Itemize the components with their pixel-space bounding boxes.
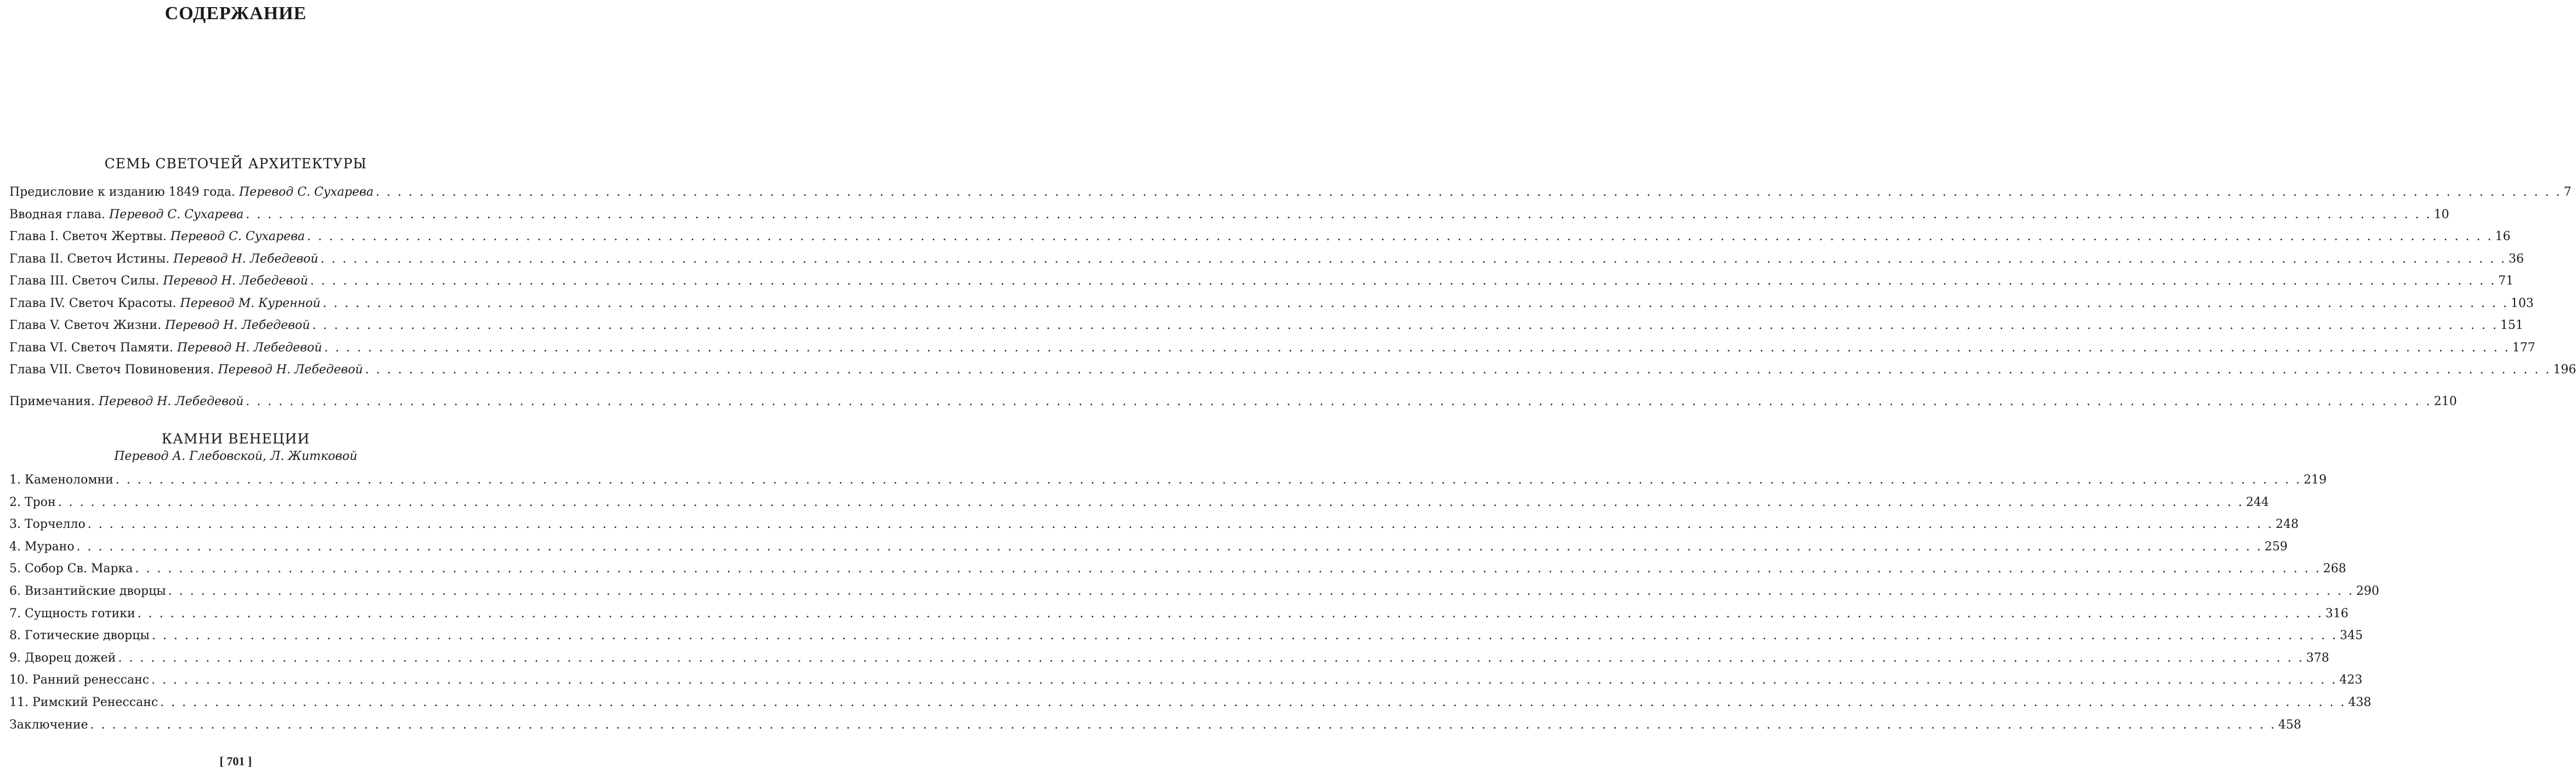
toc-entry[interactable] [9,185,2572,203]
entry-title: Глава V. Светоч Жизни. Перевод Н. Лебедевой [9,318,310,332]
dot-leader: . . . . . . . . . . . . . . . . . . . . . . . . . . . . . . . . . . . . . . . . . . . . . . . . . . . . . . . . . . . . . . . . . . . . . . . . . . . . . . . . . . . . . . . . . . . . . . . . . . . . . . . . . . . . . . . . . . . . . . . . . . . . . . . . . . . . . . . . . . . . . . . . . . . . . . . . . . . . . . . . . . . . . . . . . . . . . . . . . . . . . . . . . . . . . . . . . . . . . . . . [310,274,2497,288]
dot-leader: . . . . . . . . . . . . . . . . . . . . . . . . . . . . . . . . . . . . . . . . . . . . . . . . . . . . . . . . . . . . . . . . . . . . . . . . . . . . . . . . . . . . . . . . . . . . . . . . . . . . . . . . . . . . . . . . . . . . . . . . . . . . . . . . . . . . . . . . . . . . . . . . . . . . . . . . . . . . . . . . . . . . . . . . . . . . . . . . . . . . . . . . . . . . . . . . . . . . . . . . [76,539,2262,554]
entry-page-number: 16 [2495,230,2511,243]
dot-leader: . . . . . . . . . . . . . . . . . . . . . . . . . . . . . . . . . . . . . . . . . . . . . . . . . . . . . . . . . . . . . . . . . . . . . . . . . . . . . . . . . . . . . . . . . . . . . . . . . . . . . . . . . . . . . . . . . . . . . . . . . . . . . . . . . . . . . . . . . . . . . . . . . . . . . . . . . . . . . . . . . . . . . . . . . . . . . . . . . . . . . . . . . . . . . . . . . . . . . . . . [118,651,2304,665]
page-number: [ 701 ] [219,754,252,768]
entry-title: 5. Собор Св. Марка [9,562,133,576]
entry-title: Глава III. Светоч Силы. Перевод Н. Лебедевой [9,274,308,288]
entry-title: Глава VII. Светоч Повиновения. Перевод Н. Лебедевой [9,363,363,377]
entry-page-number: 244 [2245,495,2269,509]
entry-title: 8. Готические дворцы [9,629,150,643]
toc-entry[interactable] [9,651,2329,669]
dot-leader: . . . . . . . . . . . . . . . . . . . . . . . . . . . . . . . . . . . . . . . . . . . . . . . . . . . . . . . . . . . . . . . . . . . . . . . . . . . . . . . . . . . . . . . . . . . . . . . . . . . . . . . . . . . . . . . . . . . . . . . . . . . . . . . . . . . . . . . . . . . . . . . . . . . . . . . . . . . . . . . . . . . . . . . . . . . . . . . . . . . . . . . . . . . . . . . . . . . . . . . . [320,252,2506,266]
entry-page-number: 103 [2510,296,2534,310]
entry-translator: Перевод Н. Лебедевой [218,363,363,377]
entry-title: Примечания. Перевод Н. Лебедевой [9,395,244,408]
entry-translator: Перевод М. Куренной [180,296,321,310]
dot-leader: . . . . . . . . . . . . . . . . . . . . . . . . . . . . . . . . . . . . . . . . . . . . . . . . . . . . . . . . . . . . . . . . . . . . . . . . . . . . . . . . . . . . . . . . . . . . . . . . . . . . . . . . . . . . . . . . . . . . . . . . . . . . . . . . . . . . . . . . . . . . . . . . . . . . . . . . . . . . . . . . . . . . . . . . . . . . . . . . . . . . . . . . . . . . . . . . . . . . . . . . [246,395,2432,408]
entry-title: Глава VI. Светоч Памяти. Перевод Н. Лебедевой [9,340,322,355]
entry-title: 10. Ранний ренессанс [9,673,150,687]
toc-entry[interactable] [9,539,2288,557]
entry-page-number: 259 [2264,539,2288,554]
entry-page-number: 151 [2500,318,2523,332]
entry-title: 4. Мурано [9,539,75,554]
toc-entry[interactable] [9,318,2523,336]
entry-translator: Перевод Н. Лебедевой [163,274,308,288]
dot-leader: . . . . . . . . . . . . . . . . . . . . . . . . . . . . . . . . . . . . . . . . . . . . . . . . . . . . . . . . . . . . . . . . . . . . . . . . . . . . . . . . . . . . . . . . . . . . . . . . . . . . . . . . . . . . . . . . . . . . . . . . . . . . . . . . . . . . . . . . . . . . . . . . . . . . . . . . . . . . . . . . . . . . . . . . . . . . . . . . . . . . . . . . . . . . . . . . . . . . . . . . [365,363,2551,377]
toc-entry[interactable] [9,363,2576,380]
dot-leader: . . . . . . . . . . . . . . . . . . . . . . . . . . . . . . . . . . . . . . . . . . . . . . . . . . . . . . . . . . . . . . . . . . . . . . . . . . . . . . . . . . . . . . . . . . . . . . . . . . . . . . . . . . . . . . . . . . . . . . . . . . . . . . . . . . . . . . . . . . . . . . . . . . . . . . . . . . . . . . . . . . . . . . . . . . . . . . . . . . . . . . . . . . . . . . . . . . . . . . . . [324,340,2510,355]
toc-entry-notes[interactable] [9,395,2457,412]
dot-leader: . . . . . . . . . . . . . . . . . . . . . . . . . . . . . . . . . . . . . . . . . . . . . . . . . . . . . . . . . . . . . . . . . . . . . . . . . . . . . . . . . . . . . . . . . . . . . . . . . . . . . . . . . . . . . . . . . . . . . . . . . . . . . . . . . . . . . . . . . . . . . . . . . . . . . . . . . . . . . . . . . . . . . . . . . . . . . . . . . . . . . . . . . . . . . . . . . . . . . . . . [376,185,2562,199]
toc-entry[interactable] [9,673,2363,691]
entry-title: Глава I. Светоч Жертвы. Перевод С. Сухарева [9,230,305,243]
entry-page-number: 290 [2356,584,2380,598]
entry-translator: Перевод Н. Лебедевой [177,340,322,355]
dot-leader: . . . . . . . . . . . . . . . . . . . . . . . . . . . . . . . . . . . . . . . . . . . . . . . . . . . . . . . . . . . . . . . . . . . . . . . . . . . . . . . . . . . . . . . . . . . . . . . . . . . . . . . . . . . . . . . . . . . . . . . . . . . . . . . . . . . . . . . . . . . . . . . . . . . . . . . . . . . . . . . . . . . . . . . . . . . . . . . . . . . . . . . . . . . . . . . . . . . . . . . . [307,230,2493,243]
entry-page-number: 36 [2509,252,2524,266]
toc-entry[interactable] [9,274,2514,292]
entry-translator: Перевод Н. Лебедевой [173,252,319,266]
page-title: СОДЕРЖАНИЕ [164,3,307,24]
entry-page-number: 268 [2323,562,2346,576]
toc-entry[interactable] [9,296,2534,314]
dot-leader: . . . . . . . . . . . . . . . . . . . . . . . . . . . . . . . . . . . . . . . . . . . . . . . . . . . . . . . . . . . . . . . . . . . . . . . . . . . . . . . . . . . . . . . . . . . . . . . . . . . . . . . . . . . . . . . . . . . . . . . . . . . . . . . . . . . . . . . . . . . . . . . . . . . . . . . . . . . . . . . . . . . . . . . . . . . . . . . . . . . . . . . . . . . . . . . . . . . . . . . . [115,473,2302,487]
entry-title: 11. Римский Ренессанс [9,696,158,709]
toc-entry[interactable] [9,252,2524,270]
entry-title: 2. Трон [9,495,56,509]
entry-title: Предисловие к изданию 1849 года. Перевод С. Сухарева [9,185,374,199]
section-heading-stones-of-venice: КАМНИ ВЕНЕЦИИ [161,431,310,447]
dot-leader: . . . . . . . . . . . . . . . . . . . . . . . . . . . . . . . . . . . . . . . . . . . . . . . . . . . . . . . . . . . . . . . . . . . . . . . . . . . . . . . . . . . . . . . . . . . . . . . . . . . . . . . . . . . . . . . . . . . . . . . . . . . . . . . . . . . . . . . . . . . . . . . . . . . . . . . . . . . . . . . . . . . . . . . . . . . . . . . . . . . . . . . . . . . . . . . . . . . . . . . . [322,296,2509,310]
dot-leader: . . . . . . . . . . . . . . . . . . . . . . . . . . . . . . . . . . . . . . . . . . . . . . . . . . . . . . . . . . . . . . . . . . . . . . . . . . . . . . . . . . . . . . . . . . . . . . . . . . . . . . . . . . . . . . . . . . . . . . . . . . . . . . . . . . . . . . . . . . . . . . . . . . . . . . . . . . . . . . . . . . . . . . . . . . . . . . . . . . . . . . . . . . . . . . . . . . . . . . . . [58,495,2244,509]
toc-entry[interactable] [9,718,2301,736]
entry-page-number: 7 [2563,185,2572,199]
toc-entry[interactable] [9,606,2348,624]
toc-entry[interactable] [9,517,2299,535]
entry-title: Заключение [9,718,88,732]
toc-entry[interactable] [9,696,2372,713]
entry-page-number: 219 [2304,473,2327,487]
entry-translator: Перевод С. Сухарева [170,230,305,243]
entry-title: Глава IV. Светоч Красоты. Перевод М. Куренной [9,296,321,310]
dot-leader: . . . . . . . . . . . . . . . . . . . . . . . . . . . . . . . . . . . . . . . . . . . . . . . . . . . . . . . . . . . . . . . . . . . . . . . . . . . . . . . . . . . . . . . . . . . . . . . . . . . . . . . . . . . . . . . . . . . . . . . . . . . . . . . . . . . . . . . . . . . . . . . . . . . . . . . . . . . . . . . . . . . . . . . . . . . . . . . . . . . . . . . . . . . . . . . . . . . . . . . . [246,207,2432,221]
entry-title: 7. Сущность готики [9,606,135,621]
entry-page-number: 210 [2433,395,2457,408]
entry-page-number: 196 [2553,363,2576,377]
entry-title: 9. Дворец дожей [9,651,116,665]
dot-leader: . . . . . . . . . . . . . . . . . . . . . . . . . . . . . . . . . . . . . . . . . . . . . . . . . . . . . . . . . . . . . . . . . . . . . . . . . . . . . . . . . . . . . . . . . . . . . . . . . . . . . . . . . . . . . . . . . . . . . . . . . . . . . . . . . . . . . . . . . . . . . . . . . . . . . . . . . . . . . . . . . . . . . . . . . . . . . . . . . . . . . . . . . . . . . . . . . . . . . . . . [168,584,2355,598]
toc-entry[interactable] [9,230,2511,247]
entry-page-number: 423 [2339,673,2363,687]
entry-page-number: 378 [2306,651,2329,665]
entry-page-number: 438 [2348,696,2372,709]
dot-leader: . . . . . . . . . . . . . . . . . . . . . . . . . . . . . . . . . . . . . . . . . . . . . . . . . . . . . . . . . . . . . . . . . . . . . . . . . . . . . . . . . . . . . . . . . . . . . . . . . . . . . . . . . . . . . . . . . . . . . . . . . . . . . . . . . . . . . . . . . . . . . . . . . . . . . . . . . . . . . . . . . . . . . . . . . . . . . . . . . . . . . . . . . . . . . . . . . . . . . . . . [160,696,2346,709]
section-heading-seven-lamps: СЕМЬ СВЕТОЧЕЙ АРХИТЕКТУРЫ [104,156,367,172]
dot-leader: . . . . . . . . . . . . . . . . . . . . . . . . . . . . . . . . . . . . . . . . . . . . . . . . . . . . . . . . . . . . . . . . . . . . . . . . . . . . . . . . . . . . . . . . . . . . . . . . . . . . . . . . . . . . . . . . . . . . . . . . . . . . . . . . . . . . . . . . . . . . . . . . . . . . . . . . . . . . . . . . . . . . . . . . . . . . . . . . . . . . . . . . . . . . . . . . . . . . . . . . [151,673,2338,687]
dot-leader: . . . . . . . . . . . . . . . . . . . . . . . . . . . . . . . . . . . . . . . . . . . . . . . . . . . . . . . . . . . . . . . . . . . . . . . . . . . . . . . . . . . . . . . . . . . . . . . . . . . . . . . . . . . . . . . . . . . . . . . . . . . . . . . . . . . . . . . . . . . . . . . . . . . . . . . . . . . . . . . . . . . . . . . . . . . . . . . . . . . . . . . . . . . . . . . . . . . . . . . . [90,718,2276,732]
entry-translator: Перевод С. Сухарева [239,185,374,199]
entry-page-number: 248 [2276,517,2299,532]
entry-title: 6. Византийские дворцы [9,584,166,598]
dot-leader: . . . . . . . . . . . . . . . . . . . . . . . . . . . . . . . . . . . . . . . . . . . . . . . . . . . . . . . . . . . . . . . . . . . . . . . . . . . . . . . . . . . . . . . . . . . . . . . . . . . . . . . . . . . . . . . . . . . . . . . . . . . . . . . . . . . . . . . . . . . . . . . . . . . . . . . . . . . . . . . . . . . . . . . . . . . . . . . . . . . . . . . . . . . . . . . . . . . . . . . . [87,517,2274,532]
entry-title: Глава II. Светоч Истины. Перевод Н. Лебедевой [9,252,319,266]
dot-leader: . . . . . . . . . . . . . . . . . . . . . . . . . . . . . . . . . . . . . . . . . . . . . . . . . . . . . . . . . . . . . . . . . . . . . . . . . . . . . . . . . . . . . . . . . . . . . . . . . . . . . . . . . . . . . . . . . . . . . . . . . . . . . . . . . . . . . . . . . . . . . . . . . . . . . . . . . . . . . . . . . . . . . . . . . . . . . . . . . . . . . . . . . . . . . . . . . . . . . . . . [135,562,2321,576]
entry-translator: Перевод Н. Лебедевой [165,318,310,332]
entry-title: Вводная глава. Перевод С. Сухарева [9,207,244,221]
dot-leader: . . . . . . . . . . . . . . . . . . . . . . . . . . . . . . . . . . . . . . . . . . . . . . . . . . . . . . . . . . . . . . . . . . . . . . . . . . . . . . . . . . . . . . . . . . . . . . . . . . . . . . . . . . . . . . . . . . . . . . . . . . . . . . . . . . . . . . . . . . . . . . . . . . . . . . . . . . . . . . . . . . . . . . . . . . . . . . . . . . . . . . . . . . . . . . . . . . . . . . . . [312,318,2498,332]
toc-entry[interactable] [9,629,2363,646]
toc-entry[interactable] [9,207,2449,225]
entry-translator: Перевод Н. Лебедевой [98,395,244,408]
entry-page-number: 10 [2433,207,2449,221]
entry-page-number: 458 [2278,718,2301,732]
toc-entry[interactable] [9,340,2535,358]
entry-translator: Перевод С. Сухарева [109,207,244,221]
toc-entry[interactable] [9,495,2269,513]
entry-page-number: 345 [2340,629,2363,643]
entry-page-number: 71 [2498,274,2514,288]
dot-leader: . . . . . . . . . . . . . . . . . . . . . . . . . . . . . . . . . . . . . . . . . . . . . . . . . . . . . . . . . . . . . . . . . . . . . . . . . . . . . . . . . . . . . . . . . . . . . . . . . . . . . . . . . . . . . . . . . . . . . . . . . . . . . . . . . . . . . . . . . . . . . . . . . . . . . . . . . . . . . . . . . . . . . . . . . . . . . . . . . . . . . . . . . . . . . . . . . . . . . . . . [137,606,2323,621]
entry-page-number: 177 [2512,340,2535,355]
entry-page-number: 316 [2325,606,2348,621]
toc-entry[interactable] [9,562,2346,579]
toc-entry[interactable] [9,584,2380,602]
entry-title: 3. Торчелло [9,517,86,532]
toc-entry[interactable] [9,473,2327,491]
entry-title: 1. Каменоломни [9,473,113,487]
section-translator-line: Перевод А. Глебовской, Л. Житковой [114,449,357,463]
dot-leader: . . . . . . . . . . . . . . . . . . . . . . . . . . . . . . . . . . . . . . . . . . . . . . . . . . . . . . . . . . . . . . . . . . . . . . . . . . . . . . . . . . . . . . . . . . . . . . . . . . . . . . . . . . . . . . . . . . . . . . . . . . . . . . . . . . . . . . . . . . . . . . . . . . . . . . . . . . . . . . . . . . . . . . . . . . . . . . . . . . . . . . . . . . . . . . . . . . . . . . . . [151,629,2338,643]
